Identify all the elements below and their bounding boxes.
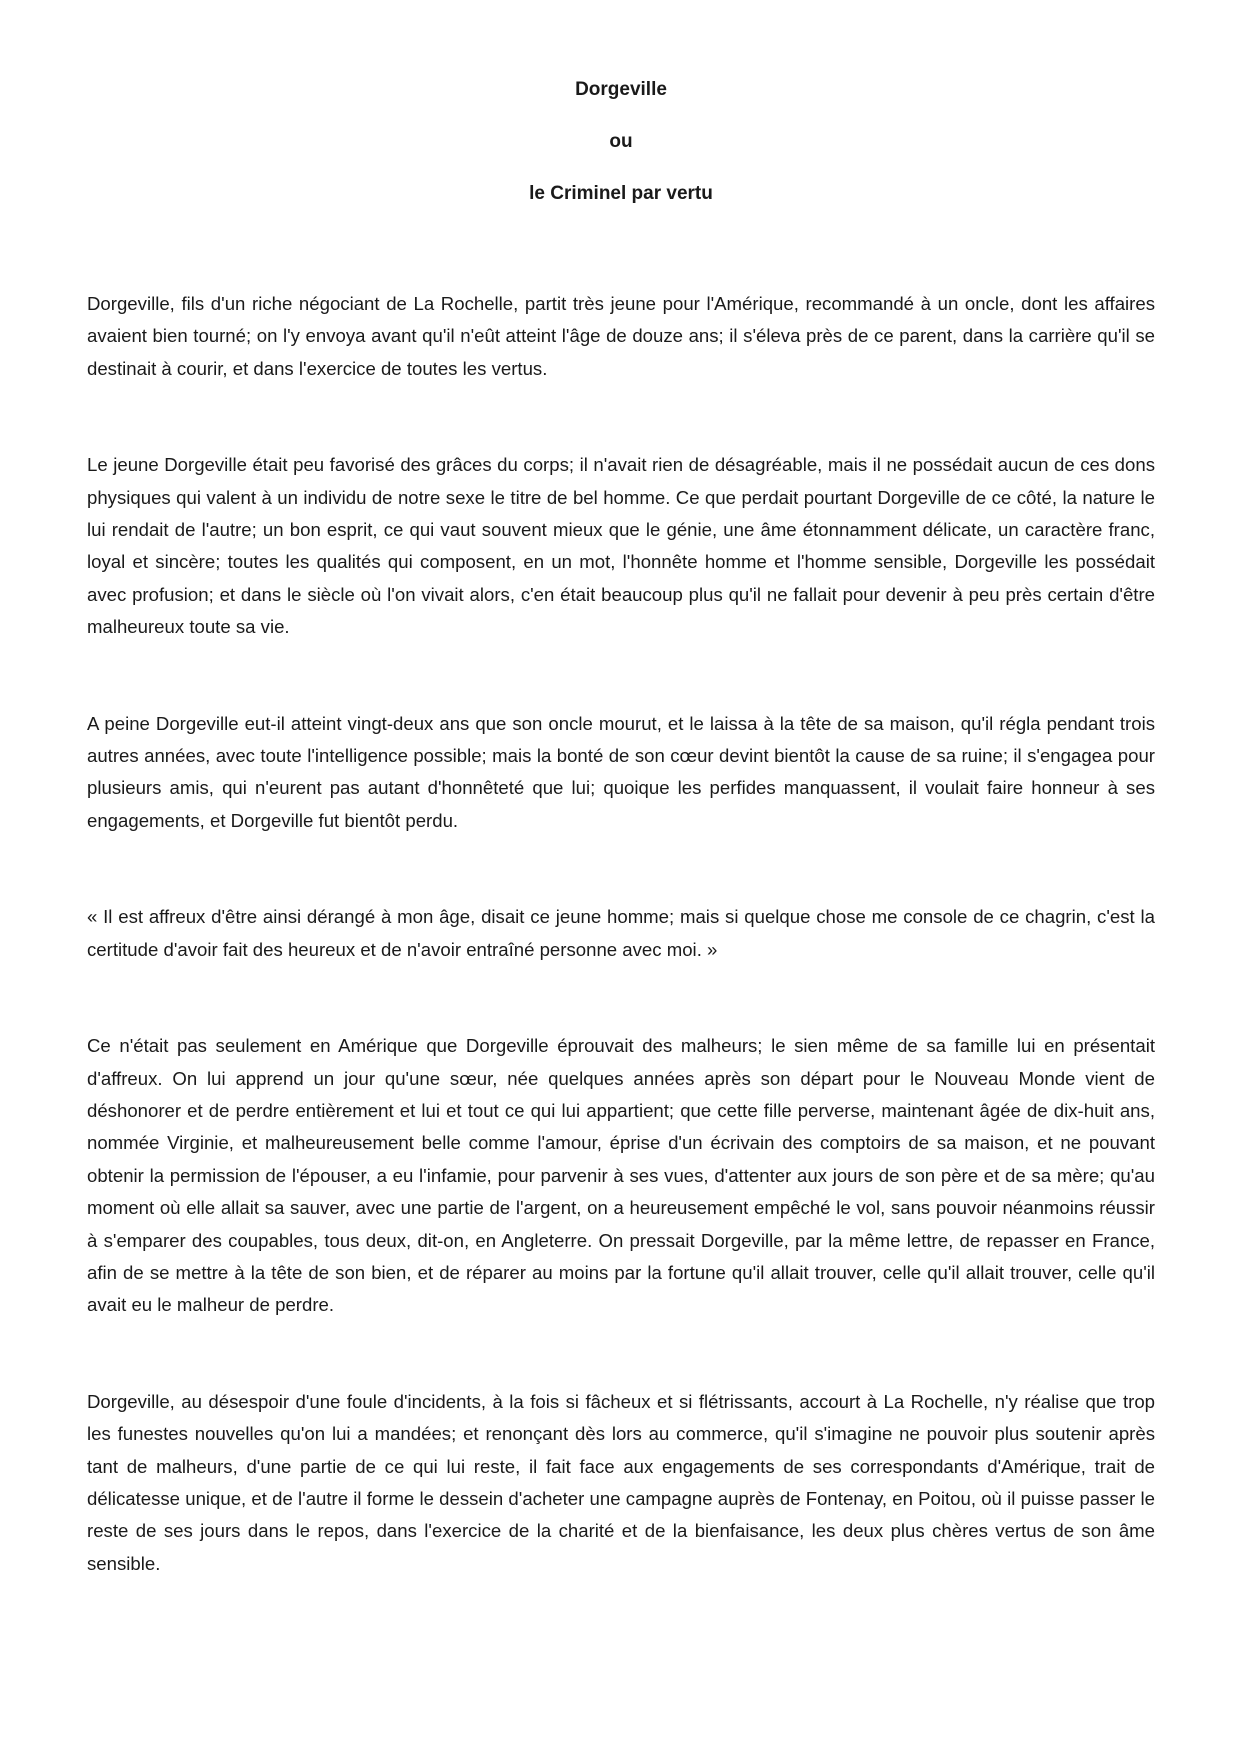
title-main: Dorgeville (575, 79, 667, 100)
paragraph-1: Dorgeville, fils d'un riche négociant de La Rochelle, partit très jeune pour l'Amérique, recommandé à un oncle, dont les affaires avaient bien tourné; on l'y envoya avant qu'il n'eût atteint l'âge de douze ans; il s'éleva près de ce parent, dans la carrière qu'il se destinait à courir, et dans l'exercice de toutes les vertus. (87, 293, 1155, 379)
paragraph-4: « Il est affreux d'être ainsi dérangé à mon âge, disait ce jeune homme; mais si quelque chose me console de ce chagrin, c'est la certitude d'avoir fait des heureux et de n'avoir entraîné personne avec moi. » (87, 906, 1155, 960)
title-subtitle: le Criminel par vertu (529, 183, 713, 204)
paragraph-5: Ce n'était pas seulement en Amérique que Dorgeville éprouvait des malheurs; le sien même de sa famille lui en présentait d'affreux. On lui apprend un jour qu'une sœur, née quelques années après son départ pour le Nouveau Monde vient de déshonorer et de perdre entièrement et lui et tout ce qui lui appartient; que cette fille perverse, maintenant âgée de dix-huit ans, nommée Virginie, et malheureusement belle comme l'amour, éprise d'un écrivain des comptoirs de sa maison, et ne pouvant obtenir la permission de l'épouser, a eu l'infamie, pour parvenir à ses vues, d'attenter aux jours de son père et de sa mère; qu'au moment où elle allait sa sauver, avec une partie de l'argent, on a heureusement empêché le vol, sans pouvoir néanmoins réussir à s'emparer des coupables, tous deux, dit-on, en Angleterre. On pressait Dorgeville, par la même lettre, de repasser en France, afin de se mettre à la tête de son bien, et de réparer au moins par la fortune qu'il allait trouver, celle qu'il allait trouver, celle qu'il avait eu le malheur de perdre. (87, 1035, 1155, 1316)
document-body (87, 288, 1155, 1580)
paragraph-2: Le jeune Dorgeville était peu favorisé des grâces du corps; il n'avait rien de désagréable, mais il ne possédait aucun de ces dons physiques qui valent à un individu de notre sexe le titre de bel homme. Ce que perdait pourtant Dorgeville de ce côté, la nature le lui rendait de l'autre; un bon esprit, ce qui vaut souvent mieux que le génie, une âme étonnamment délicate, un caractère franc, loyal et sincère; toutes les qualités qui composent, en un mot, l'honnête homme et l'homme sensible, Dorgeville les possédait avec profusion; et dans le siècle où l'on vivait alors, c'en était beaucoup plus qu'il ne fallait pour devenir à peu près certain d'être malheureux toute sa vie. (87, 454, 1155, 638)
paragraph-gap (87, 1322, 1155, 1386)
paragraph-gap (87, 385, 1155, 449)
document-title (0, 76, 1242, 232)
paragraph-gap (87, 644, 1155, 708)
paragraph-gap (87, 966, 1155, 1030)
paragraph-3: A peine Dorgeville eut-il atteint vingt-deux ans que son oncle mourut, et le laissa à la tête de sa maison, qu'il régla pendant trois autres années, avec toute l'intelligence possible; mais la bonté de son cœur devint bientôt la cause de sa ruine; il s'engagea pour plusieurs amis, qui n'eurent pas autant d'honnêteté que lui; quoique les perfides manquassent, il voulait faire honneur à ses engagements, et Dorgeville fut bientôt perdu. (87, 712, 1155, 831)
title-conjunction: ou (609, 131, 633, 152)
paragraph-gap (87, 837, 1155, 901)
paragraph-6: Dorgeville, au désespoir d'une foule d'incidents, à la fois si fâcheux et si flétrissants, accourt à La Rochelle, n'y réalise que trop les funestes nouvelles qu'on lui a mandées; et renonçant dès lors au commerce, qu'il s'imagine ne pouvoir plus soutenir après tant de malheurs, d'une partie de ce qui lui reste, il fait face aux engagements de ses correspondants d'Amérique, trait de délicatesse unique, et de l'autre il forme le dessein d'acheter une campagne auprès de Fontenay, en Poitou, où il puisse passer le reste de ses jours dans le repos, dans l'exercice de la charité et de la bienfaisance, les deux plus chères vertus de son âme sensible. (87, 1390, 1155, 1574)
